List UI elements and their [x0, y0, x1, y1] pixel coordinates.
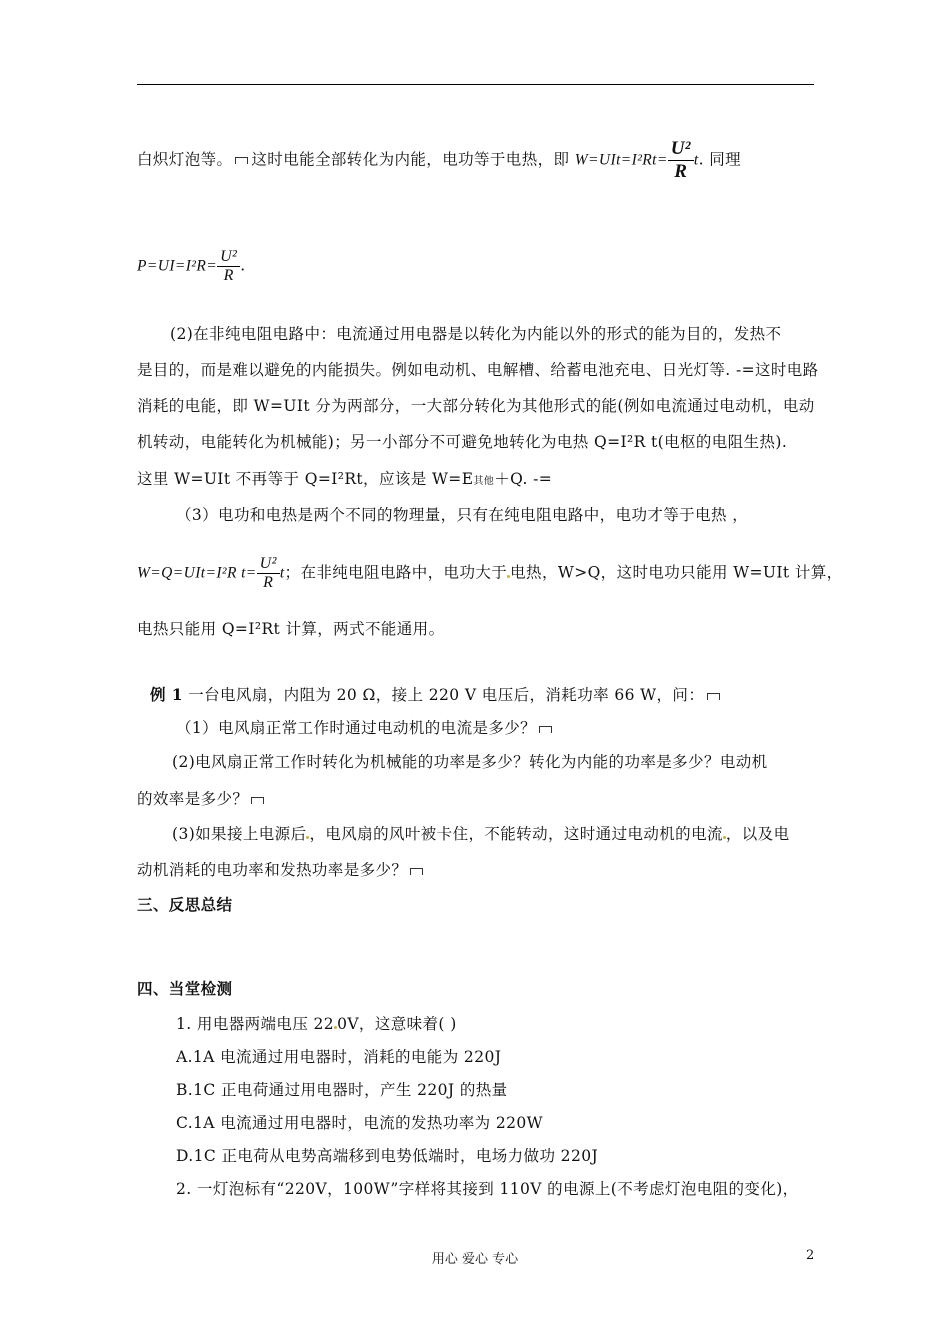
paragraph-line [137, 248, 246, 285]
formula-power: P=UI=I²R= [137, 257, 218, 275]
example-subquestion [172, 822, 789, 844]
text-segment: 一台电风扇，内阻为 20 Ω，接上 220 V 电压后，消耗功率 66 W，问： [188, 686, 705, 704]
page-number: 2 [806, 1248, 815, 1263]
text-segment: 白炽灯泡等。 [137, 150, 233, 169]
fraction-u2-over-r: $\frac{\text{U²}}{R}$ [668, 138, 694, 183]
header-rule [137, 84, 814, 85]
quiz-option-b: B.1C 正电荷通过用电器时，产生 220J 的热量 [176, 1081, 508, 1099]
text-segment: ＋Q. -= [494, 470, 553, 488]
text-segment: . 同理 [698, 150, 742, 169]
edit-mark-icon [251, 797, 264, 804]
text-segment: 电热，W>Q，这时电功只能用 W=UIt 计算， [510, 563, 843, 582]
subscript: 其他 [473, 476, 495, 487]
paragraph-line: (2)在非纯电阻电路中：电流通过用电器是以转化为内能以外的形式的能为目的，发热不 [170, 325, 782, 343]
text-segment: ，以及电 [725, 825, 790, 843]
paragraph-line [137, 555, 843, 592]
quiz-option-a: A.1A 电流通过用电器时，消耗的电能为 220J [176, 1048, 502, 1066]
text-segment: 后 [290, 825, 307, 843]
text-segment: 这时电能全部转化为内能，电功等于电热，即 [251, 150, 570, 169]
example-subquestion [137, 858, 426, 880]
edit-mark-icon [410, 868, 423, 875]
fraction-u2-over-r: $\frac{\text{U²}}{R}$ [217, 248, 240, 285]
example-label: 例 1 [150, 685, 183, 704]
quiz-option-d: D.1C 正电荷从电势高端移到电势低端时，电场力做功 220J [176, 1147, 599, 1165]
text-segment: 1. 用电器两端电压 22 [176, 1015, 335, 1033]
text-segment: ；在非纯电阻电路中，电功大于 [284, 563, 508, 582]
text-segment: 的效率是多少？ [137, 790, 249, 808]
paragraph-line [137, 467, 552, 489]
text-segment: 这里 W=UIt 不再等于 Q=I²Rt，应该是 W=E [137, 470, 474, 488]
text-segment: （1）电风扇正常工作时通过电动机的电流是多少？ [176, 719, 537, 737]
text-segment: ，电风扇的风叶被卡住，不能转动，这时通过电动机的电流 [309, 825, 723, 843]
edit-mark-icon [235, 157, 248, 164]
formula-t: t [693, 151, 699, 169]
section-heading-test: 四、当堂检测 [137, 979, 233, 998]
example-question [150, 683, 723, 705]
text-segment: (3)如果接上电源 [172, 825, 291, 843]
example-subquestion: (2)电风扇正常工作时转化为机械能的功率是多少？转化为内能的功率是多少？电动机 [172, 753, 768, 771]
paragraph-line: 是目的，而是难以避免的内能损失。例如电动机、电解槽、给蓄电池充电、日光灯等. -=这时电路 [137, 361, 819, 379]
paragraph-line: （3）电功和电热是两个不同的物理量，只有在纯电阻电路中，电功才等于电热 ， [176, 506, 749, 524]
fraction-u2-over-r: $\frac{\text{U²}}{R}$ [257, 555, 280, 592]
quiz-option-c: C.1A 电流通过用电器时，电流的发热功率为 220W [176, 1114, 543, 1132]
text-segment: 0V，这意味着( ) [337, 1015, 457, 1033]
formula-t: t [279, 564, 285, 582]
edit-mark-icon [707, 693, 720, 700]
formula-work: W=UIt=I²Rt= [574, 151, 668, 169]
example-subquestion [137, 787, 267, 809]
paragraph-line: 消耗的电能，即 W=UIt 分为两部分，一大部分转化为其他形式的能(例如电流通过电动机，电动 [137, 397, 815, 415]
page-footer: 用心 爱心 专心 [431, 1252, 519, 1267]
text-segment: . [240, 256, 246, 275]
quiz-question-1 [176, 1012, 457, 1034]
paragraph-line: 电热只能用 Q=I²Rt 计算，两式不能通用。 [137, 620, 445, 638]
example-subquestion [176, 716, 555, 738]
paragraph-line: 机转动，电能转化为机械能)；另一小部分不可避免地转化为电热 Q=I²R t(电枢的电阻生热). [137, 433, 788, 451]
paragraph-line [137, 138, 741, 183]
formula-work-heat: W=Q=UIt=I²R t= [137, 564, 257, 582]
edit-mark-icon [539, 726, 552, 733]
text-segment: 动机消耗的电功率和发热功率是多少？ [137, 861, 408, 879]
quiz-question-2: 2. 一灯泡标有“220V，100W”字样将其接到 110V 的电源上(不考虑灯泡电阻的变化)， [176, 1180, 799, 1198]
section-heading-reflection: 三、反思总结 [137, 895, 233, 914]
